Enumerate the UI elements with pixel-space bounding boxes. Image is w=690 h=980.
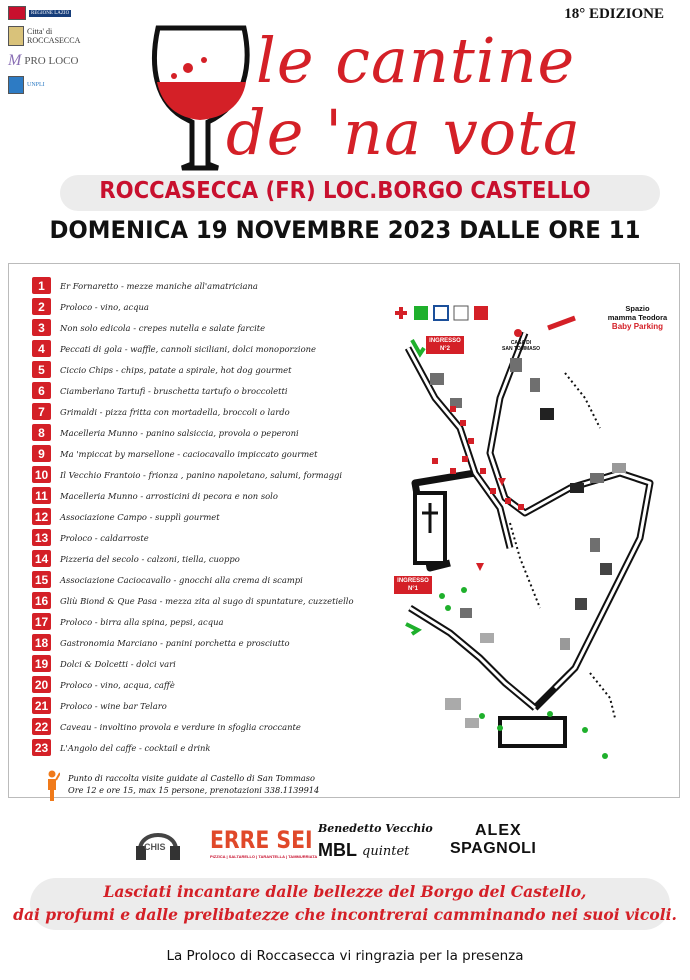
stand-description: Macelleria Munno - panino salsiccia, provola o peperoni [60,427,299,438]
stand-number-badge: 21 [32,697,51,714]
guide-line-2: Ore 12 e ore 15, max 15 persone, prenotazioni 338.1139914 [68,785,320,795]
stand-row [32,674,402,695]
stand-number-badge: 17 [32,613,51,630]
stand-number-badge: 13 [32,529,51,546]
event-place: ROCCASECCA (FR) LOC.BORGO CASTELLO [99,178,591,204]
stand-row [32,275,402,296]
stand-description: Er Fornaretto - mezze maniche all'amatriciana [60,280,258,291]
thanks-note: La Proloco di Roccasecca vi ringrazia per la presenza [166,948,524,964]
casa-san-tommaso-label: CASA DI SAN TOMMASO [502,340,540,352]
bands-row [130,820,570,870]
stand-row [32,716,402,737]
stand-description: Caveau - involtino provola e verdure in sfoglia croccante [60,721,301,732]
unpli-icon [8,76,24,94]
location-pin-icon [514,329,522,337]
stand-row [32,611,402,632]
stand-number-badge: 9 [32,445,51,462]
band-spagnoli: SPAGNOLI [450,840,537,857]
stand-row [32,632,402,653]
stand-row [32,443,402,464]
title-line-1: le cantine [256,24,576,97]
stand-description: Macelleria Munno - arrosticini di pecora e non solo [60,490,278,501]
stand-number-badge: 23 [32,739,51,756]
comune-crest-icon [8,26,24,46]
stand-row [32,359,402,380]
stand-row [32,653,402,674]
stand-number-badge: 1 [32,277,51,294]
stand-row [32,464,402,485]
band-benedetto: Benedetto Vecchio [318,822,433,835]
proloco-logo: M PRO LOCO [8,52,79,69]
proloco-m-icon: M [8,52,22,69]
services-icons [394,306,488,320]
comune-logo: Citta' di ROCCASECCA [8,26,88,46]
sponsor-logos [8,6,88,100]
regione-lazio-logo: REGIONE LAZIO [8,6,88,20]
band-chis: CHIS [144,842,166,852]
stand-description: Proloco - wine bar Telaro [60,700,167,711]
stand-number-badge: 19 [32,655,51,672]
slogan-line-1: Lasciati incantare dalle bellezze del Borgo del Castello, [103,882,587,901]
unpli-logo: UNPLI [8,76,88,94]
stand-description: Non solo edicola - crepes nutella e salate farcite [60,322,266,333]
stand-description: Ciamberlano Tartufi - bruschetta tartufo o broccoletti [60,385,288,396]
stand-row [32,527,402,548]
band-mbl: MBL [318,840,357,860]
stand-number-badge: 10 [32,466,51,483]
event-date: DOMENICA 19 NOVEMBRE 2023 DALLE ORE 11 [49,216,641,244]
band-erre-sei-sub: PIZZICA | SALTARELLO | TARANTELLA | TAMMURRIATA [210,854,318,859]
stand-description: Dolci & Dolcetti - dolci vari [60,658,176,669]
stand-description: Proloco - vino, acqua, caffè [60,679,175,690]
stand-description: Gliù Biond & Que Pasa - mezza zita al sugo di spuntature, cuzzetiello [60,595,354,606]
stand-description: Gastronomia Marciano - panini porchetta e prosciutto [60,637,290,648]
map-drawing [390,278,675,793]
stand-row [32,380,402,401]
stand-description: Grimaldi - pizza fritta con mortadella, broccoli o lardo [60,406,290,417]
stand-row [32,296,402,317]
village-map [390,278,675,793]
stand-description: Il Vecchio Frantoio - frionza , panino napoletano, salumi, formaggi [60,469,342,480]
stand-description: Pizzeria del secolo - calzoni, tiella, cuoppo [60,553,240,564]
ingresso-1-text: INGRESSO N°1 [397,578,429,592]
stand-row [32,422,402,443]
stand-list [32,275,402,758]
stand-description: Associazione Caciocavallo - gnocchi alla crema di scampi [60,574,303,585]
stand-description: Proloco - birra alla spina, pepsi, acqua [60,616,224,627]
stand-row [32,338,402,359]
stand-row [32,590,402,611]
stand-number-badge: 18 [32,634,51,651]
ingresso-2-text: INGRESSO N°2 [429,338,461,352]
stand-description: Associazione Campo - supplì gourmet [60,511,220,522]
title-line-2: de 'na vota [226,96,581,169]
stand-number-badge: 3 [32,319,51,336]
stand-row [32,506,402,527]
stand-number-badge: 6 [32,382,51,399]
stand-description: Proloco - vino, acqua [60,301,149,312]
stand-row [32,569,402,590]
slogan [0,880,690,926]
stand-description: Peccati di gola - waffle, cannoli siciliani, dolci monoporzione [60,343,316,354]
stand-number-badge: 8 [32,424,51,441]
stand-number-badge: 14 [32,550,51,567]
stand-row [32,317,402,338]
stand-number-badge: 15 [32,571,51,588]
stand-description: L'Angolo del caffe - cocktail e drink [60,742,211,753]
stand-description: Ciccio Chips - chips, patate a spirale, hot dog gourmet [60,364,292,375]
stand-number-badge: 20 [32,676,51,693]
stand-number-badge: 12 [32,508,51,525]
stand-number-badge: 5 [32,361,51,378]
band-alex: ALEX [475,822,522,839]
band-erre-sei: ERRE SEI [210,826,313,854]
slogan-line-2: dai profumi e dalle prelibatezze che incontrerai camminando nei suoi vicoli. [13,905,677,924]
stand-number-badge: 4 [32,340,51,357]
guide-line-1: Punto di raccolta visite guidate al Castello di San Tommaso [68,773,315,783]
stand-number-badge: 11 [32,487,51,504]
stand-row [32,548,402,569]
band-quintet: quintet [362,844,410,859]
stand-number-badge: 7 [32,403,51,420]
regione-crest-icon [8,6,26,20]
stand-description: Ma 'mpiccat by marsellone - caciocavallo impiccato gourmet [60,448,318,459]
spazio-label: Spazio mamma Teodora Baby Parking [607,304,668,331]
stand-row [32,695,402,716]
stand-number-badge: 16 [32,592,51,609]
stand-description: Proloco - caldarroste [60,532,149,543]
guide-person-icon [44,770,60,802]
edition-label: 18° EDIZIONE [564,6,664,22]
stand-number-badge: 22 [32,718,51,735]
guided-tour-info [44,770,319,802]
wine-marker-icon [476,563,484,571]
stand-row [32,485,402,506]
stand-number-badge: 2 [32,298,51,315]
stand-row [32,401,402,422]
stand-row [32,737,402,758]
